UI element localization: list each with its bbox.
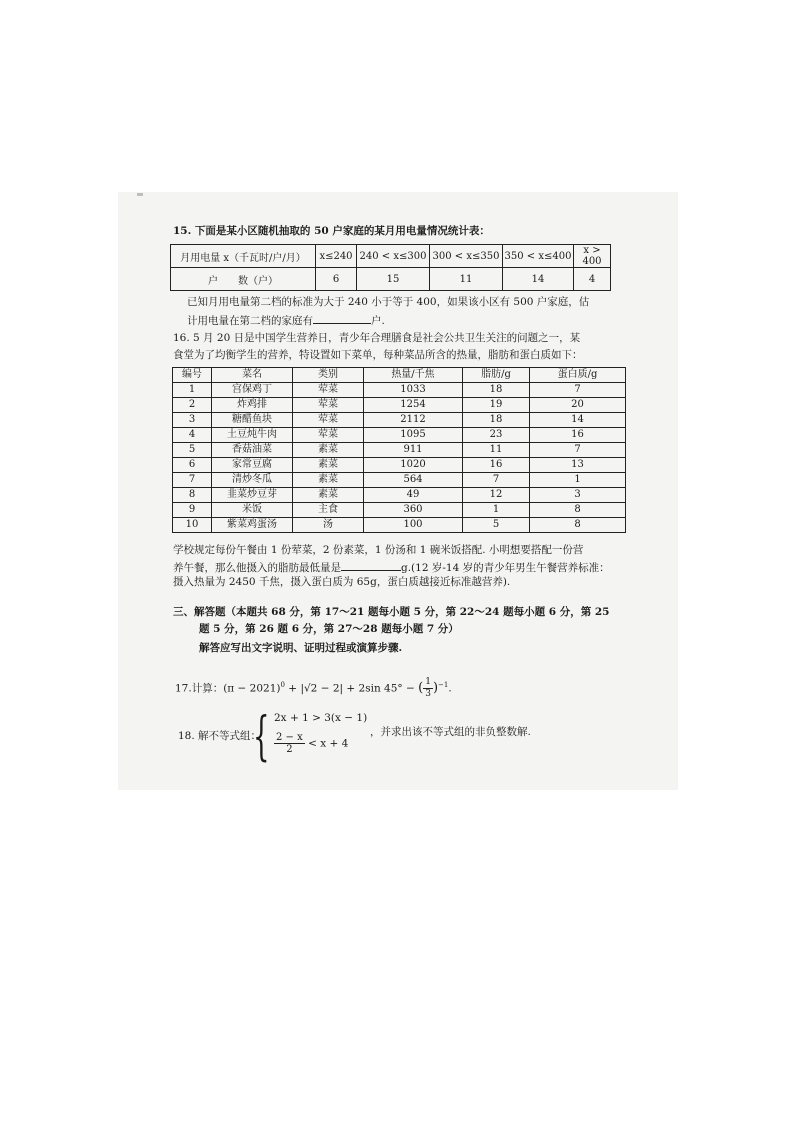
section3-line1: 三、解答题（本题共 68 分，第 17～21 题每小题 5 分，第 22～24 题每小题 6 分，第 25	[173, 606, 610, 618]
q18-ineq2-den: 2	[286, 744, 293, 755]
table-cell: 米饭	[212, 503, 293, 518]
table-cell: 家常豆腐	[212, 458, 293, 473]
table-cell: 5	[463, 518, 530, 533]
table-cell: 清炒冬瓜	[212, 473, 293, 488]
table-cell: 564	[364, 473, 463, 488]
q18-ineq2-num: 2 − x	[276, 732, 303, 743]
table-cell: 2	[173, 398, 212, 413]
table-cell: 土豆炖牛肉	[212, 428, 293, 443]
q15-text2	[187, 313, 385, 328]
q18-tail: ，并求出该不等式组的非负整数解.	[370, 726, 531, 738]
col-header: 编号	[173, 368, 212, 383]
q15-count: 4	[574, 268, 611, 291]
col-header: 热量/千焦	[364, 368, 463, 383]
q18-ineq2-rest: < x + 4	[308, 737, 349, 750]
table-row	[173, 503, 626, 518]
q15-text2-a: 计用电量在第二档的家庭有	[187, 315, 313, 327]
table-row	[173, 443, 626, 458]
q16-intro2: 食堂为了均衡学生的营养，特设置如下菜单，每种菜品所含的热量，脂肪和蛋白质如下：	[173, 349, 583, 361]
q16-text1: 学校规定每份午餐由 1 份荤菜，2 份素菜，1 份汤和 1 碗米饭搭配. 小明想要搭配一份营	[173, 544, 584, 556]
table-cell: 49	[364, 488, 463, 503]
q15-count: 6	[316, 268, 357, 291]
table-cell: 19	[463, 398, 530, 413]
q16-table	[172, 367, 626, 533]
table-cell: 911	[364, 443, 463, 458]
table-cell: 1033	[364, 383, 463, 398]
q17-formula: 17.计算：$(\pi - 2021)^0 + |√2 - 2| + 2\sin$ 45° − ( $\frac{1}{3}$ )$^{-1}$.	[175, 677, 452, 699]
col-header: 脂肪/g	[463, 368, 530, 383]
table-cell: 23	[463, 428, 530, 443]
q15-text1: 已知月用电量第二档的标准为大于 240 小于等于 400，如果该小区有 500 户家庭，估	[187, 296, 590, 308]
table-cell: 主食	[293, 503, 364, 518]
table-cell: 8	[530, 518, 626, 533]
table-cell: 1020	[364, 458, 463, 473]
table-cell: 13	[530, 458, 626, 473]
q15-title: 15. 下面是某小区随机抽取的 50 户家庭的某月用电量情况统计表：	[173, 225, 490, 237]
table-row	[173, 488, 626, 503]
table-cell: 7	[173, 473, 212, 488]
q16-text2-a: 养午餐，那么他摄入的脂肪最低量是	[173, 562, 341, 574]
scan-speck	[137, 193, 143, 196]
table-row	[173, 428, 626, 443]
q15-bin: 300 < x≤350	[430, 245, 503, 268]
table-cell: 20	[530, 398, 626, 413]
table-row	[173, 398, 626, 413]
q15-count: 14	[503, 268, 574, 291]
answer-blank	[341, 560, 401, 571]
table-cell: 12	[463, 488, 530, 503]
table-cell: 1	[530, 473, 626, 488]
table-cell: 韭菜炒豆芽	[212, 488, 293, 503]
q17-exp-neg1: −1	[438, 681, 449, 689]
q17-exp0: 0	[280, 681, 285, 689]
q15-row2-head: 户 数（户）	[171, 268, 316, 291]
table-row	[173, 518, 626, 533]
table-cell: 16	[463, 458, 530, 473]
table-cell: 3	[173, 413, 212, 428]
table-cell: 糖醋鱼块	[212, 413, 293, 428]
q18-ineq1: 2x + 1 > 3(x − 1)	[274, 712, 368, 724]
q17-label: 17.计算：	[175, 682, 224, 695]
table-header-row	[173, 368, 626, 383]
table-cell: 荤菜	[293, 383, 364, 398]
q15-bin: 350 < x≤400	[503, 245, 574, 268]
table-cell: 素菜	[293, 488, 364, 503]
table-row	[171, 268, 611, 291]
q17-frac-num: 1	[425, 677, 431, 687]
q15-bin: 240 < x≤300	[357, 245, 430, 268]
table-cell: 16	[530, 428, 626, 443]
table-row	[173, 383, 626, 398]
q15-count: 15	[357, 268, 430, 291]
table-cell: 1	[463, 503, 530, 518]
table-cell: 18	[463, 413, 530, 428]
table-cell: 10	[173, 518, 212, 533]
q15-table	[170, 244, 611, 291]
q17-expr-a: (π − 2021)	[223, 682, 281, 695]
table-cell: 炸鸡排	[212, 398, 293, 413]
table-cell: 素菜	[293, 458, 364, 473]
q15-text2-b: 户.	[371, 315, 385, 327]
table-cell: 4	[173, 428, 212, 443]
table-cell: 素菜	[293, 473, 364, 488]
q18-label: 18. 解不等式组：	[178, 730, 262, 742]
table-cell: 360	[364, 503, 463, 518]
q16-text2-b: g.(12 岁-14 岁的青少年男生午餐营养标准：	[401, 562, 610, 574]
table-cell: 紫菜鸡蛋汤	[212, 518, 293, 533]
table-cell: 汤	[293, 518, 364, 533]
table-cell: 8	[173, 488, 212, 503]
q17-frac-den: 3	[425, 689, 431, 699]
col-header: 蛋白质/g	[530, 368, 626, 383]
table-cell: 2112	[364, 413, 463, 428]
table-row	[173, 473, 626, 488]
table-cell: 荤菜	[293, 428, 364, 443]
q15-count: 11	[430, 268, 503, 291]
table-cell: 香菇油菜	[212, 443, 293, 458]
table-cell: 宫保鸡丁	[212, 383, 293, 398]
table-cell: 1095	[364, 428, 463, 443]
q17-expr-b: + |√2 − 2| + 2sin 45° −	[284, 682, 419, 695]
table-cell: 7	[463, 473, 530, 488]
table-cell: 3	[530, 488, 626, 503]
table-row	[173, 413, 626, 428]
table-cell: 7	[530, 443, 626, 458]
q16-intro1: 16. 5 月 20 日是中国学生营养日，青少年合理膳食是社会公共卫生关注的问题之一，某	[173, 332, 581, 344]
col-header: 类别	[293, 368, 364, 383]
system-brace: {	[253, 707, 270, 767]
table-row	[173, 458, 626, 473]
table-cell: 5	[173, 443, 212, 458]
table-cell: 荤菜	[293, 413, 364, 428]
q15-bin: x≤240	[316, 245, 357, 268]
table-cell: 7	[530, 383, 626, 398]
table-cell: 素菜	[293, 443, 364, 458]
table-row	[171, 245, 611, 268]
q16-text2	[173, 560, 610, 575]
section3-line2: 题 5 分，第 26 题 6 分，第 27～28 题每小题 7 分）	[199, 623, 459, 635]
q17-end: .	[448, 682, 452, 695]
table-cell: 11	[463, 443, 530, 458]
q15-bin: x > 400	[574, 245, 611, 268]
table-cell: 9	[173, 503, 212, 518]
table-cell: 1254	[364, 398, 463, 413]
col-header: 菜名	[212, 368, 293, 383]
table-cell: 1	[173, 383, 212, 398]
answer-blank	[313, 313, 371, 324]
q16-text3: 摄入热量为 2450 千焦，摄入蛋白质为 65g，蛋白质越接近标准越营养).	[173, 576, 511, 588]
table-cell: 荤菜	[293, 398, 364, 413]
table-cell: 100	[364, 518, 463, 533]
q15-row1-head: 月用电量 x（千瓦时/户/月）	[171, 245, 316, 268]
table-cell: 6	[173, 458, 212, 473]
table-cell: 14	[530, 413, 626, 428]
table-cell: 8	[530, 503, 626, 518]
table-cell: 18	[463, 383, 530, 398]
q18-ineq2	[274, 732, 348, 755]
section3-line3: 解答应写出文字说明、证明过程或演算步骤.	[199, 642, 403, 654]
